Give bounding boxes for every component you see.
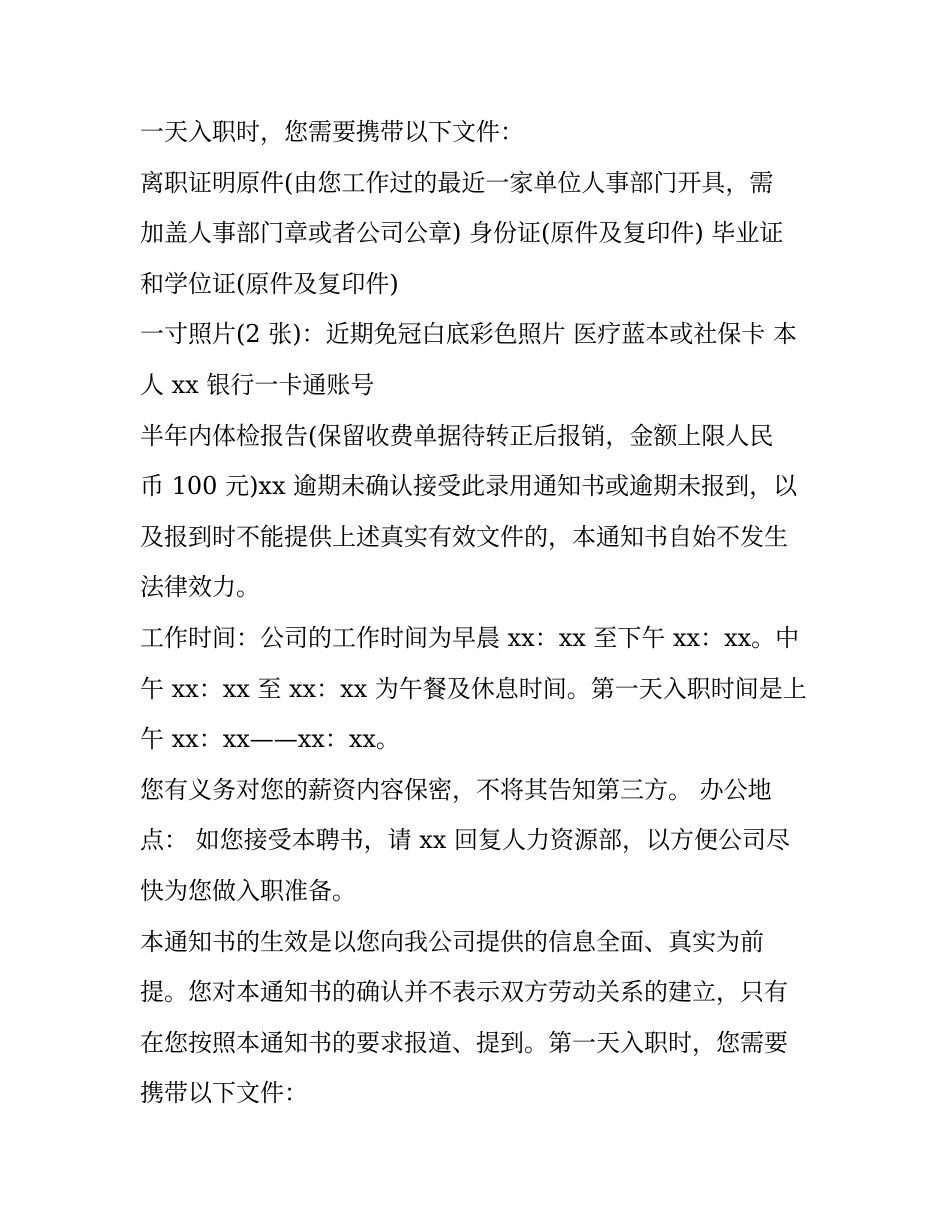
text-line: 午 xx：xx 至 xx：xx 为午餐及休息时间。第一天入职时间是上 <box>140 674 807 703</box>
text-line: 及报到时不能提供上述真实有效文件的，本通知书自始不发生 <box>140 522 788 551</box>
text-line: 在您按照本通知书的要求报道、提到。第一天入职时，您需要 <box>140 1028 788 1057</box>
text-line: 半年内体检报告(保留收费单据待转正后报销，金额上限人民 <box>140 421 774 450</box>
text-line: 加盖人事部门章或者公司公章) 身份证(原件及复印件) 毕业证 <box>140 219 784 248</box>
text-line: 和学位证(原件及复印件) <box>140 269 399 298</box>
text-line: 本通知书的生效是以您向我公司提供的信息全面、真实为前 <box>140 927 764 956</box>
text-line: 人 xx 银行一卡通账号 <box>140 370 375 399</box>
text-line: 点： 如您接受本聘书，请 xx 回复人力资源部，以方便公司尽 <box>140 826 790 855</box>
text-line: 币 100 元)xx 逾期未确认接受此录用通知书或逾期未报到，以 <box>140 472 798 501</box>
text-line: 您有义务对您的薪资内容保密，不将其告知第三方。 办公地 <box>140 775 772 804</box>
text-line: 提。您对本通知书的确认并不表示双方劳动关系的建立，只有 <box>140 978 788 1007</box>
text-line: 工作时间：公司的工作时间为早晨 xx：xx 至下午 xx：xx。中 <box>140 623 800 652</box>
text-line: 法律效力。 <box>140 573 260 602</box>
text-line: 一天入职时，您需要携带以下文件： <box>140 118 524 146</box>
text-line: 离职证明原件(由您工作过的最近一家单位人事部门开具，需 <box>140 168 774 197</box>
text-line: 携带以下文件： <box>140 1079 308 1108</box>
document-body <box>140 107 812 1119</box>
text-line: 快为您做入职准备。 <box>140 876 356 905</box>
text-line: 午 xx：xx——xx：xx。 <box>140 725 400 754</box>
text-line: 一寸照片(2 张)：近期免冠白底彩色照片 医疗蓝本或社保卡 本 <box>140 320 797 349</box>
